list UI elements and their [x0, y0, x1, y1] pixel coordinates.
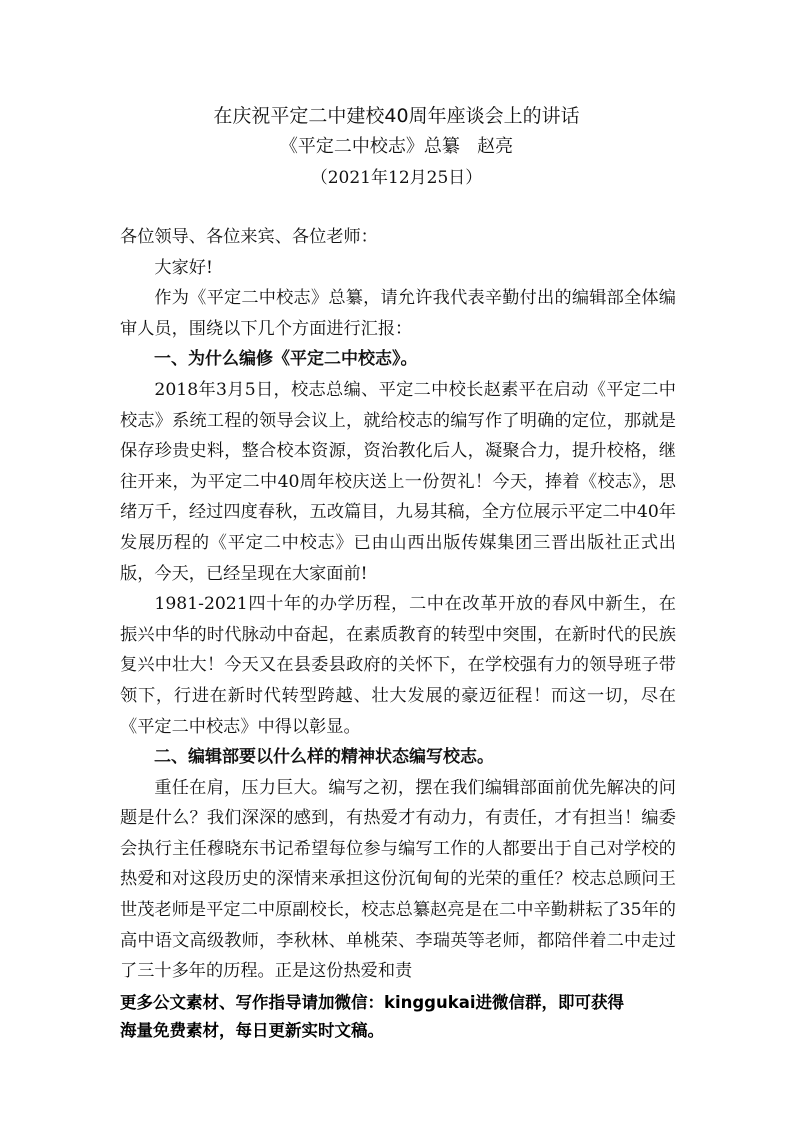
promo-line-2: 海量免费素材，每日更新实时文稿。 — [120, 1021, 384, 1040]
section1-paragraph-2: 1981-2021四十年的办学历程，二中在改革开放的春风中新生，在振兴中华的时代脉动中奋起，在素质教育的转型中突围，在新时代的民族复兴中壮大！今天又在县委县政府的关怀下，在学校强有力的领导班子带领下，行进在新时代转型跨越、壮大发展的豪迈征程！而这一切，尽在《平定二中校志》中得以彰显。 — [120, 594, 676, 737]
section-heading-2: 二、编辑部要以什么样的精神状态编写校志。 — [154, 747, 494, 768]
intro-paragraph: 作为《平定二中校志》总纂，请允许我代表辛勤付出的编辑部全体编审人员，围绕以下几个方面进行汇报： — [120, 288, 676, 339]
document-title: 在庆祝平定二中建校40周年座谈会上的讲话 — [213, 105, 580, 127]
document-date: （2021年12月25日） — [310, 168, 483, 188]
greeting: 大家好! — [154, 257, 213, 278]
salutation: 各位领导、各位来宾、各位老师： — [120, 227, 378, 247]
section1-paragraph-1: 2018年3月5日，校志总编、平定二中校长赵素平在启动《平定二中校志》系统工程的领导会议上，就给校志的编写作了明确的定位，那就是保存珍贵史料，整合校本资源，资治教化后人，凝聚合力，提升校格，继往开来，为平定二中40周年校庆送上一份贺礼！今天，捧着《校志》，思绪万千，经过四度春秋，五改篇目，九易其稿，全方位展示平定二中40年发展历程的《平定二中校志》已由山西出版传媒集团三晋出版社正式出版，今天，已经呈现在大家面前! — [120, 379, 676, 584]
promo-footer — [120, 989, 680, 1045]
document-subtitle: 《平定二中校志》总纂 赵亮 — [279, 136, 514, 157]
speech-body — [120, 222, 676, 987]
promo-line-1: 更多公文素材、写作指导请加微信：kinggukai进微信群，即可获得 — [120, 993, 625, 1012]
section2-paragraph-1: 重任在肩，压力巨大。编写之初，摆在我们编辑部面前优先解决的问题是什么？我们深深的感到，有热爱才有动力，有责任，才有担当！编委会执行主任穆晓东书记希望每位参与编写工作的人都要出于自己对学校的热爱和对这段历史的深情来承担这份沉甸甸的光荣的重任？校志总顾问王世茂老师是平定二中原副校长，校志总纂赵亮是在二中辛勤耕耘了35年的高中语文高级教师，李秋林、单桃荣、李瑞英等老师，都陪伴着二中走过了三十多年的历程。正是这份热爱和责 — [120, 777, 676, 982]
section-heading-1: 一、为什么编修《平定二中校志》。 — [154, 349, 418, 370]
